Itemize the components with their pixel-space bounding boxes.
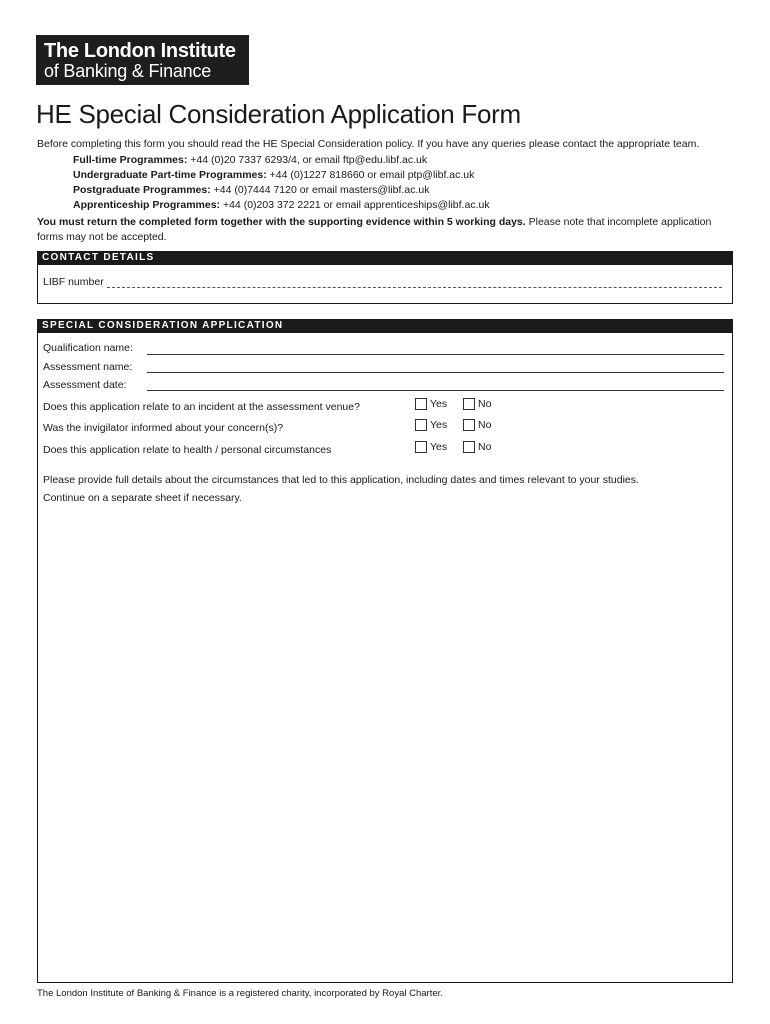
question-invigilator-informed: Was the invigilator informed about your concern(s)? bbox=[43, 422, 284, 434]
contact-details-heading: CONTACT DETAILS bbox=[37, 251, 733, 265]
details-line-2: Continue on a separate sheet if necessary. bbox=[43, 492, 242, 504]
contact-detail: +44 (0)7444 7120 or email masters@libf.ac.uk bbox=[210, 184, 430, 196]
notice-bold: You must return the completed form together with the supporting evidence within 5 working days. bbox=[37, 216, 526, 228]
yes-checkbox[interactable] bbox=[415, 419, 427, 431]
return-notice bbox=[37, 215, 737, 245]
question-venue-incident: Does this application relate to an incident at the assessment venue? bbox=[43, 401, 360, 413]
contact-line bbox=[73, 183, 490, 198]
yes-label: Yes bbox=[430, 419, 448, 431]
contact-line bbox=[73, 168, 490, 183]
no-label: No bbox=[478, 419, 492, 431]
details-line-1: Please provide full details about the circumstances that led to this application, including dates and times relevant to your studies. bbox=[43, 474, 639, 486]
libf-number-input[interactable] bbox=[107, 287, 722, 288]
yes-label: Yes bbox=[430, 441, 448, 453]
contact-detail: +44 (0)203 372 2221 or email apprenticeships@libf.ac.uk bbox=[220, 199, 490, 211]
contact-list bbox=[73, 153, 490, 213]
question-health-circumstances: Does this application relate to health / personal circumstances bbox=[43, 444, 332, 456]
assessment-name-input[interactable] bbox=[147, 372, 724, 373]
intro-text: Before completing this form you should read the HE Special Consideration policy. If you have any queries please contact the appropriate team. bbox=[37, 138, 700, 150]
no-checkbox[interactable] bbox=[463, 441, 475, 453]
assessment-name-label: Assessment name: bbox=[43, 361, 133, 373]
contact-label: Undergraduate Part-time Programmes: bbox=[73, 169, 267, 181]
assessment-date-input[interactable] bbox=[147, 390, 724, 391]
no-option bbox=[463, 398, 491, 410]
yes-option bbox=[415, 419, 447, 431]
assessment-date-label: Assessment date: bbox=[43, 379, 127, 391]
contact-detail: +44 (0)1227 818660 or email ptp@libf.ac.uk bbox=[266, 169, 475, 181]
contact-line bbox=[73, 153, 490, 168]
no-checkbox[interactable] bbox=[463, 398, 475, 410]
contact-line bbox=[73, 198, 490, 213]
contact-detail: +44 (0)20 7337 6293/4, or email ftp@edu.libf.ac.uk bbox=[187, 154, 428, 166]
logo-line-1: The London Institute bbox=[44, 40, 236, 62]
yes-option bbox=[415, 398, 447, 410]
yes-label: Yes bbox=[430, 398, 448, 410]
page-title: HE Special Consideration Application Form bbox=[36, 99, 521, 129]
logo-line-2: of Banking & Finance bbox=[44, 61, 212, 81]
no-checkbox[interactable] bbox=[463, 419, 475, 431]
contact-label: Apprenticeship Programmes: bbox=[73, 199, 221, 211]
yes-checkbox[interactable] bbox=[415, 441, 427, 453]
qualification-name-label: Qualification name: bbox=[43, 342, 133, 354]
notice-rest: Please note that incomplete application forms may not be accepted. bbox=[37, 216, 712, 243]
contact-label: Full-time Programmes: bbox=[73, 154, 188, 166]
libf-logo bbox=[36, 35, 249, 85]
yes-option bbox=[415, 441, 447, 453]
no-label: No bbox=[478, 441, 492, 453]
application-heading: SPECIAL CONSIDERATION APPLICATION bbox=[37, 319, 733, 333]
no-option bbox=[463, 441, 491, 453]
details-instructions bbox=[43, 471, 639, 507]
details-textarea[interactable] bbox=[40, 510, 730, 980]
footer-text: The London Institute of Banking & Finance is a registered charity, incorporated by Royal Charter. bbox=[37, 988, 443, 999]
no-option bbox=[463, 419, 491, 431]
no-label: No bbox=[478, 398, 492, 410]
yes-checkbox[interactable] bbox=[415, 398, 427, 410]
contact-details-box bbox=[37, 264, 733, 304]
libf-number-label: LIBF number bbox=[43, 276, 104, 288]
qualification-name-input[interactable] bbox=[147, 354, 724, 355]
contact-label: Postgraduate Programmes: bbox=[73, 184, 211, 196]
